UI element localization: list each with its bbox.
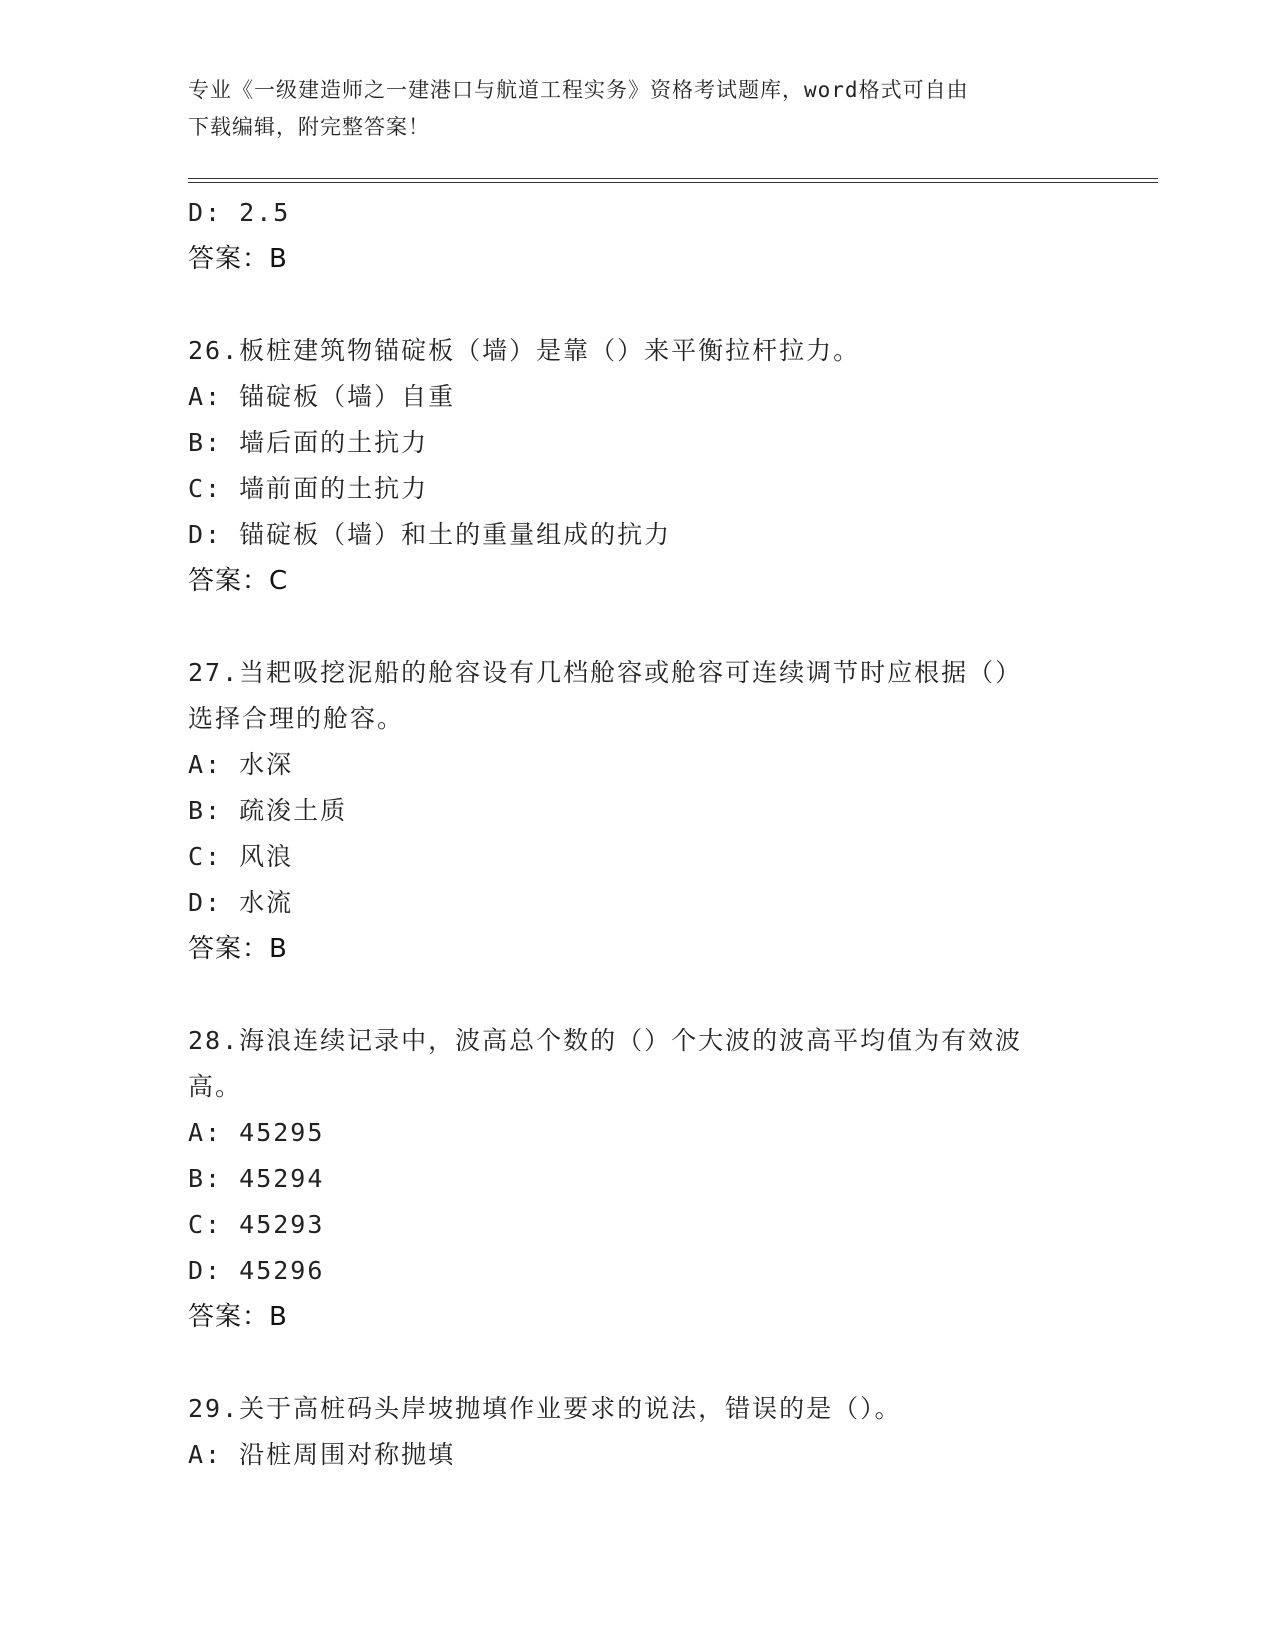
option-c: C: 45293 (188, 1210, 325, 1239)
option-a: A: 45295 (188, 1118, 325, 1147)
previous-question-tail (188, 190, 1158, 282)
option-b: B: 45294 (188, 1164, 325, 1193)
header-line-1: 专业《一级建造师之一建港口与航道工程实务》资格考试题库，word格式可自由 (188, 78, 969, 102)
question-stem: 29.关于高桩码头岸坡抛填作业要求的说法，错误的是（）。 (188, 1394, 902, 1423)
question-stem-line-2: 高。 (188, 1072, 243, 1101)
option-d: D: 45296 (188, 1256, 325, 1285)
answer-label: 答案：C (188, 566, 289, 596)
header-line-2: 下载编辑，附完整答案！ (188, 115, 430, 139)
question-29 (188, 1386, 1158, 1478)
answer-label: 答案：B (188, 934, 288, 964)
document-page (188, 0, 1158, 1650)
option-b: B: 墙后面的土抗力 (188, 428, 429, 457)
spacer (188, 282, 1158, 328)
option-a: A: 沿桩周围对称抛填 (188, 1440, 456, 1469)
question-26 (188, 328, 1158, 604)
option-d: D: 锚碇板（墙）和土的重量组成的抗力 (188, 520, 672, 549)
option-c: C: 墙前面的土抗力 (188, 474, 429, 503)
question-stem-line-2: 选择合理的舱容。 (188, 704, 405, 733)
option-a: A: 锚碇板（墙）自重 (188, 382, 456, 411)
question-list (188, 190, 1158, 1478)
question-stem: 26.板桩建筑物锚碇板（墙）是靠（）来平衡拉杆拉力。 (188, 336, 861, 365)
answer-label: 答案：B (188, 244, 288, 274)
question-stem-line-1: 27.当耙吸挖泥船的舱容设有几档舱容或舱容可连续调节时应根据（） (188, 658, 1023, 687)
option-c: C: 风浪 (188, 842, 294, 871)
document-header (188, 72, 1068, 146)
answer-label: 答案：B (188, 1302, 288, 1332)
option-d: D: 2.5 (188, 198, 291, 227)
option-b: B: 疏浚土质 (188, 796, 348, 825)
spacer (188, 972, 1158, 1018)
question-27 (188, 650, 1158, 972)
spacer (188, 604, 1158, 650)
option-d: D: 水流 (188, 888, 294, 917)
question-28 (188, 1018, 1158, 1340)
question-stem-line-1: 28.海浪连续记录中，波高总个数的（）个大波的波高平均值为有效波 (188, 1026, 1023, 1055)
spacer (188, 1340, 1158, 1386)
header-divider (188, 178, 1158, 183)
option-a: A: 水深 (188, 750, 294, 779)
